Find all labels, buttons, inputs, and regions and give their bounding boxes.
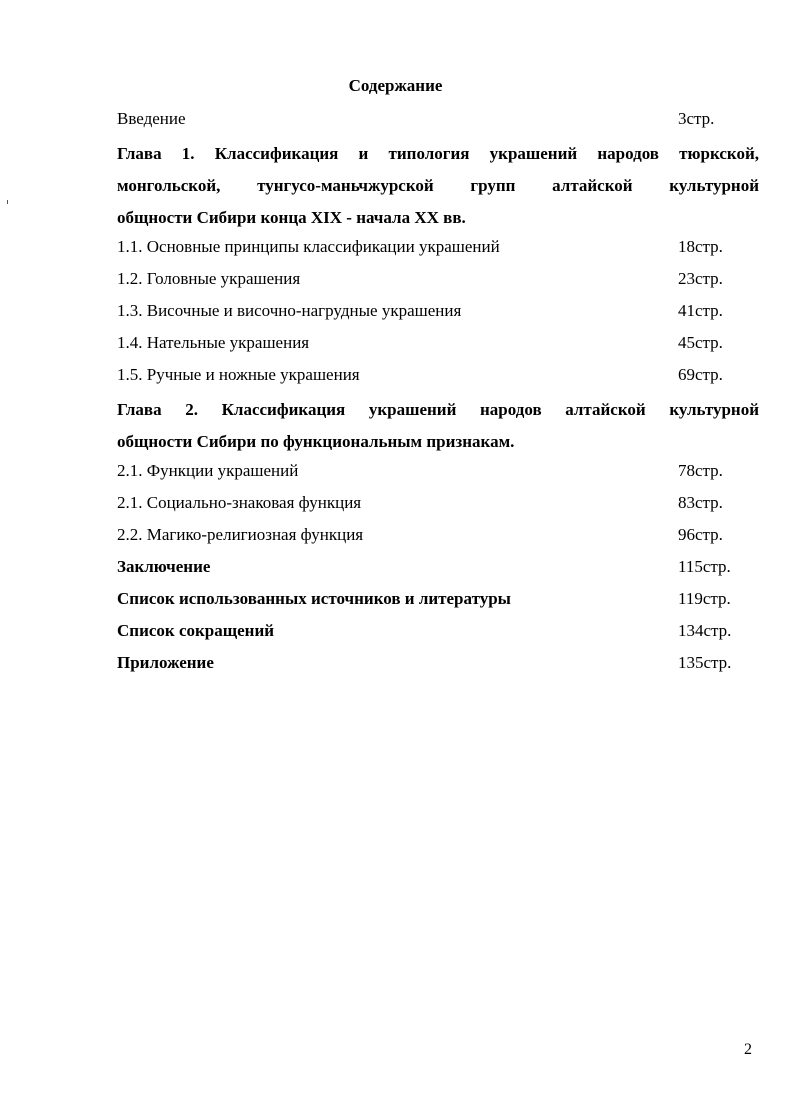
toc-entry-label: 2.1. Функции украшений xyxy=(117,461,299,480)
toc-entry-intro xyxy=(117,106,759,138)
toc-entry-2-1b xyxy=(117,490,759,522)
toc-entry-label: Приложение xyxy=(117,653,214,672)
toc-entry-page: 3стр. xyxy=(678,109,715,128)
chapter-1-line-2: монгольской, тунгусо-маньчжурской групп алтайской культурной xyxy=(117,176,759,195)
toc-entry-2-1a xyxy=(117,458,759,490)
toc-entry-1-1 xyxy=(117,234,759,266)
toc-entry-sources xyxy=(117,586,759,618)
chapter-1-line-1: Глава 1. Классификация и типология украшений народов тюркской, xyxy=(117,144,759,163)
chapter-2-line-1: Глава 2. Классификация украшений народов алтайской культурной xyxy=(117,400,759,419)
table-of-contents xyxy=(117,106,759,682)
page-title: Содержание xyxy=(348,76,443,95)
toc-entry-1-2 xyxy=(117,266,759,298)
toc-entry-page: 41стр. xyxy=(678,301,723,320)
page-number: 2 xyxy=(744,1041,752,1058)
chapter-1-line-3: общности Сибири конца XIX - начала XX вв. xyxy=(117,208,466,227)
toc-entry-page: 96стр. xyxy=(678,525,723,544)
toc-entry-page: 45стр. xyxy=(678,333,723,352)
scan-speck xyxy=(7,200,8,204)
toc-entry-appendix xyxy=(117,650,759,682)
chapter-2-line-2: общности Сибири по функциональным признакам. xyxy=(117,432,515,451)
toc-entry-label: 1.4. Нательные украшения xyxy=(117,333,310,352)
toc-entry-label: 2.2. Магико-религиозная функция xyxy=(117,525,364,544)
toc-entry-page: 119стр. xyxy=(678,589,731,608)
toc-entry-label: 2.1. Социально-знаковая функция xyxy=(117,493,362,512)
toc-entry-label: Список использованных источников и литературы xyxy=(117,589,511,608)
toc-entry-label: 1.1. Основные принципы классификации украшений xyxy=(117,237,500,256)
toc-entry-page: 83стр. xyxy=(678,493,723,512)
toc-entry-label: 1.3. Височные и височно-нагрудные украшения xyxy=(117,301,462,320)
toc-entry-page: 69стр. xyxy=(678,365,723,384)
toc-entry-page: 115стр. xyxy=(678,557,731,576)
toc-entry-1-5 xyxy=(117,362,759,394)
toc-entry-page: 18стр. xyxy=(678,237,723,256)
toc-entry-label: Список сокращений xyxy=(117,621,275,640)
toc-entry-label: 1.5. Ручные и ножные украшения xyxy=(117,365,360,384)
toc-entry-page: 78стр. xyxy=(678,461,723,480)
toc-entry-page: 134стр. xyxy=(678,621,732,640)
toc-entry-label: 1.2. Головные украшения xyxy=(117,269,301,288)
toc-chapter-2 xyxy=(117,394,759,458)
toc-entry-label: Введение xyxy=(117,109,186,128)
toc-chapter-1 xyxy=(117,138,759,234)
toc-entry-1-3 xyxy=(117,298,759,330)
toc-entry-conclusion xyxy=(117,554,759,586)
toc-entry-abbreviations xyxy=(117,618,759,650)
toc-entry-page: 135стр. xyxy=(678,653,732,672)
toc-entry-2-2 xyxy=(117,522,759,554)
toc-entry-label: Заключение xyxy=(117,557,211,576)
toc-entry-1-4 xyxy=(117,330,759,362)
toc-entry-page: 23стр. xyxy=(678,269,723,288)
